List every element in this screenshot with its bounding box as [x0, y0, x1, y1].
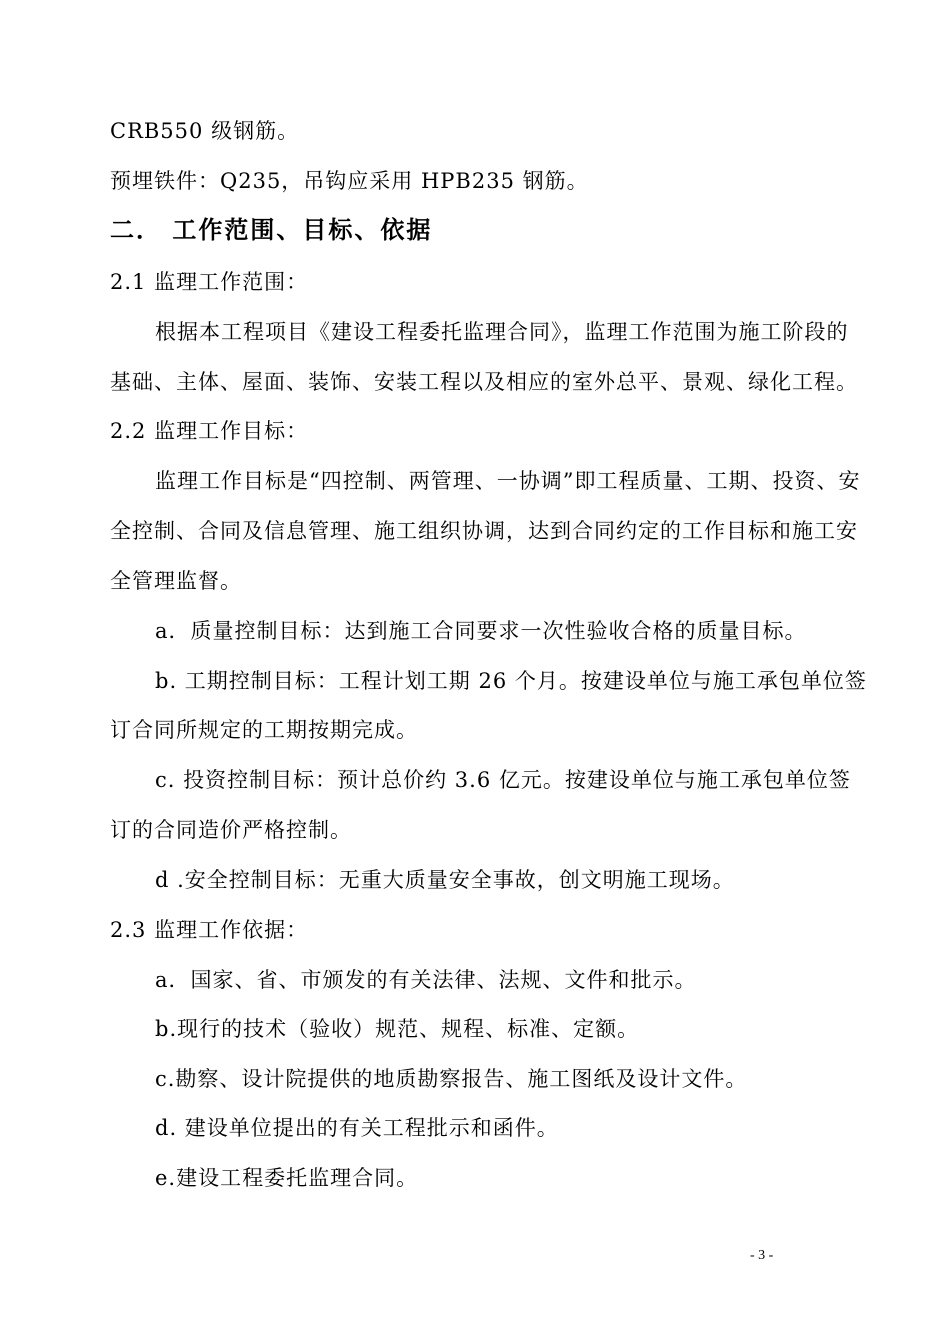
- list-item: c. 投资控制目标：预计总价约 3.6 亿元。按建设单位与施工承包单位签: [155, 768, 851, 792]
- list-item: d .安全控制目标：无重大质量安全事故，创文明施工现场。: [155, 868, 735, 892]
- subsection-heading: 2.1 监理工作范围：: [110, 270, 309, 294]
- text-line: 基础、主体、屋面、装饰、安装工程以及相应的室外总平、景观、绿化工程。: [110, 370, 858, 394]
- list-item: a．国家、省、市颁发的有关法律、法规、文件和批示。: [155, 968, 697, 992]
- list-item: a．质量控制目标：达到施工合同要求一次性验收合格的质量目标。: [155, 619, 807, 643]
- list-item: d. 建设单位提出的有关工程批示和函件。: [155, 1116, 559, 1140]
- text-line: 订的合同造价严格控制。: [110, 818, 352, 842]
- subsection-heading: 2.3 监理工作依据：: [110, 918, 309, 942]
- section-heading: 二． 工作范围、目标、依据: [110, 216, 433, 244]
- text-line: 全管理监督。: [110, 569, 242, 593]
- list-item: b. 工期控制目标：工程计划工期 26 个月。按建设单位与施工承包单位签: [155, 669, 867, 693]
- text-line: 监理工作目标是“四控制、两管理、一协调”即工程质量、工期、投资、安: [155, 469, 861, 493]
- list-item: c.勘察、设计院提供的地质勘察报告、施工图纸及设计文件。: [155, 1067, 748, 1091]
- subsection-heading: 2.2 监理工作目标：: [110, 419, 309, 443]
- text-line: 根据本工程项目《建设工程委托监理合同》，监理工作范围为施工阶段的: [155, 320, 849, 344]
- text-line: CRB550 级钢筋。: [110, 119, 300, 143]
- page-number: - 3 -: [750, 1248, 774, 1263]
- text-line: 全控制、合同及信息管理、施工组织协调，达到合同约定的工作目标和施工安: [110, 519, 858, 543]
- list-item: b.现行的技术（验收）规范、规程、标准、定额。: [155, 1017, 640, 1041]
- text-line: 订合同所规定的工期按期完成。: [110, 718, 418, 742]
- list-item: e.建设工程委托监理合同。: [155, 1166, 419, 1190]
- text-line: 预埋铁件：Q235，吊钩应采用 HPB235 钢筋。: [110, 169, 589, 193]
